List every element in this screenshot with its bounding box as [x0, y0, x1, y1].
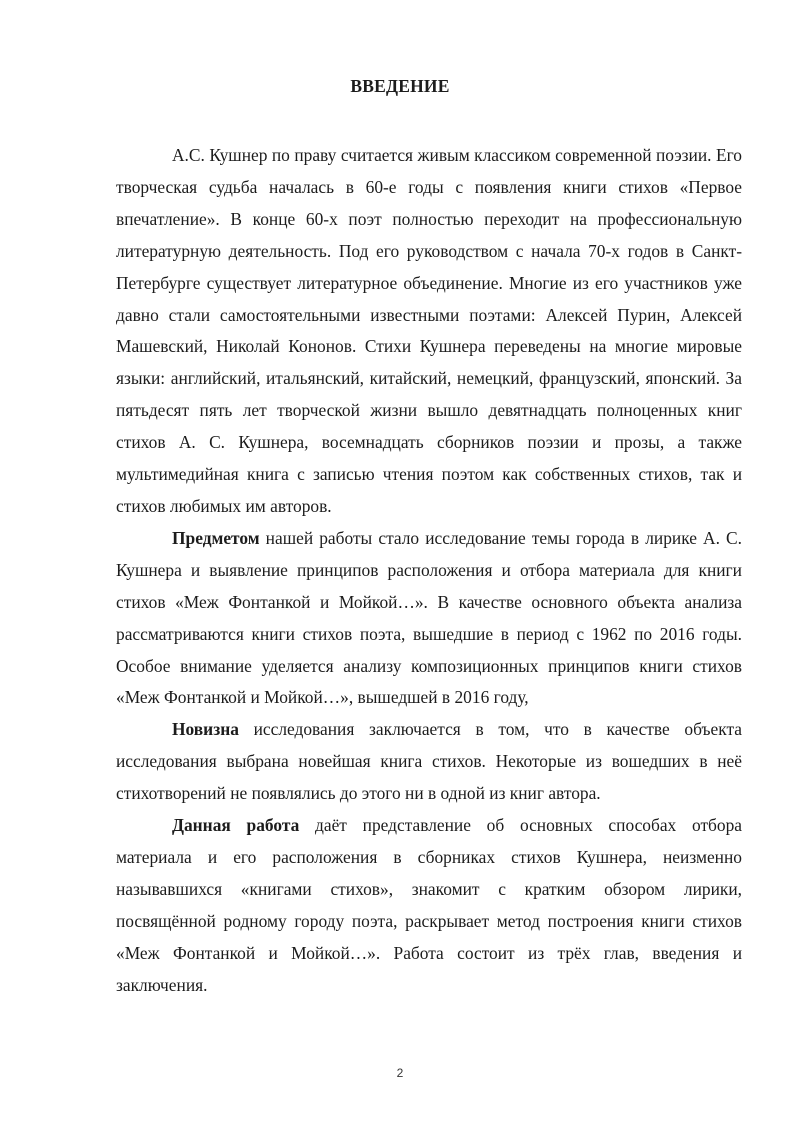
paragraph-text: даёт представление об основных способах отбора материала и его расположения в сборниках стихов Кушнера, неизменно называвшихся «книгами стихов», знакомит с кратким обзором лирики, посвящённой родному городу поэта, раскрывает метод построения книги стихов «Меж Фонтанкой и Мойкой…». Работа состоит из трёх глав, введения и заключения.: [116, 815, 743, 995]
paragraph-work-description: [116, 810, 742, 1001]
page-number: 2: [396, 1066, 404, 1080]
paragraph-text: А.С. Кушнер по праву считается живым классиком современной поэзии. Его творческая судьба началась в 60-е годы с появления книги стихов «Первое впечатление». В конце 60-х поэт полностью переходит на профессиональную литературную деятельность. Под его руководством с начала 70-х годов в Санкт-Петербурге существует литературное объединение. Многие из его участников уже давно стали самостоятельными известными поэтами: Алексей Пурин, Алексей Машевский, Николай Кононов. Стихи Кушнера переведены на многие мировые языки: английский, итальянский, китайский, немецкий, французский, японский. За пятьдесят пять лет творческой жизни вышло девятнадцать полноценных книг стихов А. С. Кушнера, восемнадцать сборников поэзии и прозы, а также мультимедийная книга с записью чтения поэтом как собственных стихов, так и стихов любимых им авторов.: [116, 145, 742, 516]
paragraph-bold-lead: Новизна: [172, 719, 239, 740]
paragraph-text: нашей работы стало исследование темы города в лирике А. С. Кушнера и выявление принципов расположения и отбора материала для книги стихов «Меж Фонтанкой и Мойкой…». В качестве основного объекта анализа рассматриваются книги стихов поэта, вышедшие в период с 1962 по 2016 годы. Особое внимание уделяется анализу композиционных принципов книги стихов «Меж Фонтанкой и Мойкой…», вышедшей в 2016 году,: [116, 527, 742, 708]
body-text: [116, 140, 742, 1001]
paragraph-bold-lead: Предметом: [172, 527, 260, 548]
paragraph-subject: [116, 523, 742, 714]
section-title: ВВЕДЕНИЕ: [350, 76, 450, 96]
paragraph-intro: [116, 140, 742, 523]
paragraph-bold-lead: Данная работа: [172, 815, 300, 836]
paragraph-text: исследования заключается в том, что в качестве объекта исследования выбрана новейшая книга стихов. Некоторые из вошедших в неё стихотворений не появлялись до этого ни в одной из книг автора.: [116, 719, 742, 804]
paragraph-novelty: [116, 714, 742, 810]
